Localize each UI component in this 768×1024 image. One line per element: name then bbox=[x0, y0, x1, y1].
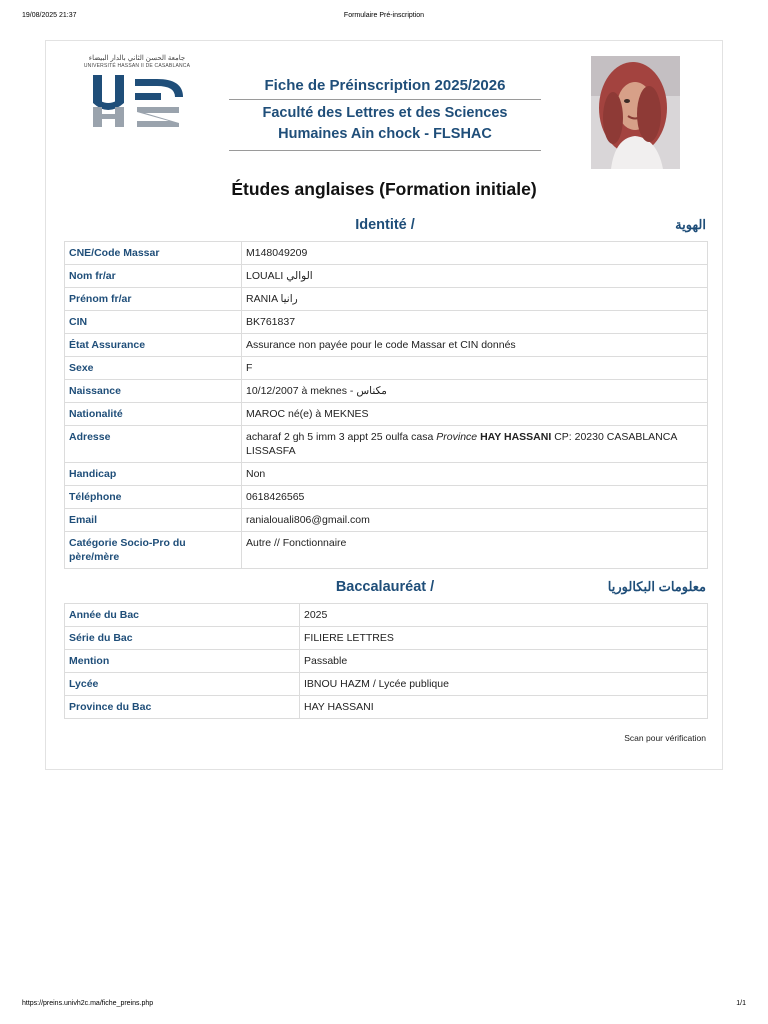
bac-section-header bbox=[64, 579, 706, 599]
row-label: Adresse bbox=[65, 426, 242, 463]
row-label: CNE/Code Massar bbox=[65, 242, 242, 265]
scan-verification-text: Scan pour vérification bbox=[624, 733, 706, 743]
table-row bbox=[65, 380, 708, 403]
table-row bbox=[65, 357, 708, 380]
table-row bbox=[65, 265, 708, 288]
faculty-line-2: Humaines Ain chock - FLSHAC bbox=[278, 126, 492, 142]
preinscription-sheet bbox=[45, 40, 723, 770]
assurance-value: Assurance non payée pour le code Massar et CIN donnés bbox=[242, 334, 708, 357]
table-row bbox=[65, 627, 708, 650]
table-row bbox=[65, 403, 708, 426]
prenom-value: RANIA رانيا bbox=[242, 288, 708, 311]
identity-section-header bbox=[64, 217, 706, 237]
nom-value: LOUALI الوالي bbox=[242, 265, 708, 288]
row-label: Lycée bbox=[65, 673, 300, 696]
print-title: Formulaire Pré-inscription bbox=[343, 12, 425, 19]
bac-title-fr: Baccalauréat / bbox=[335, 579, 435, 595]
table-row bbox=[65, 650, 708, 673]
bac-year-value: 2025 bbox=[300, 604, 708, 627]
university-logo-icon bbox=[87, 71, 187, 129]
identity-title-ar: الهوية bbox=[675, 217, 706, 232]
identity-title-fr: Identité / bbox=[355, 217, 415, 233]
form-title: Fiche de Préinscription 2025/2026 bbox=[229, 77, 541, 100]
university-logo bbox=[82, 55, 192, 137]
row-label: Année du Bac bbox=[65, 604, 300, 627]
print-footer bbox=[22, 1000, 746, 1010]
row-label: Handicap bbox=[65, 463, 242, 486]
table-row bbox=[65, 463, 708, 486]
telephone-value: 0618426565 bbox=[242, 486, 708, 509]
bac-title-ar: معلومات البكالوريا bbox=[607, 579, 706, 594]
cin-value: BK761837 bbox=[242, 311, 708, 334]
row-label: Téléphone bbox=[65, 486, 242, 509]
bac-lycee-value: IBNOU HAZM / Lycée publique bbox=[300, 673, 708, 696]
handicap-value: Non bbox=[242, 463, 708, 486]
table-row bbox=[65, 673, 708, 696]
row-label: État Assurance bbox=[65, 334, 242, 357]
sheet-header bbox=[229, 77, 541, 151]
email-value: ranialouali806@gmail.com bbox=[242, 509, 708, 532]
bac-table bbox=[64, 603, 708, 719]
faculty-name bbox=[229, 100, 541, 151]
row-label: Catégorie Socio-Pro du père/mère bbox=[65, 532, 242, 569]
table-row bbox=[65, 696, 708, 719]
row-label: Sexe bbox=[65, 357, 242, 380]
logo-arabic-text: جامعة الحسن الثاني بالدار البيضاء bbox=[88, 55, 186, 62]
faculty-line-1: Faculté des Lettres et des Sciences bbox=[262, 105, 508, 121]
adresse-street: acharaf 2 gh 5 imm 3 appt 25 oulfa casa bbox=[246, 431, 437, 443]
row-label: Nationalité bbox=[65, 403, 242, 426]
adresse-province: HAY HASSANI bbox=[480, 431, 552, 443]
row-label: Nom fr/ar bbox=[65, 265, 242, 288]
bac-mention-value: Passable bbox=[300, 650, 708, 673]
adresse-postal: CP: 20230 CASABLANCA LISSASFA bbox=[246, 431, 677, 457]
table-row bbox=[65, 288, 708, 311]
row-label: Email bbox=[65, 509, 242, 532]
identity-table bbox=[64, 241, 708, 569]
bac-province-value: HAY HASSANI bbox=[300, 696, 708, 719]
print-header bbox=[22, 12, 746, 22]
cne-value: M148049209 bbox=[242, 242, 708, 265]
print-timestamp: 19/08/2025 21:37 bbox=[22, 12, 77, 19]
table-row bbox=[65, 334, 708, 357]
row-label: Série du Bac bbox=[65, 627, 300, 650]
row-label: CIN bbox=[65, 311, 242, 334]
student-photo bbox=[591, 56, 680, 169]
categorie-value: Autre // Fonctionnaire bbox=[242, 532, 708, 569]
bac-serie-value: FILIERE LETTRES bbox=[300, 627, 708, 650]
naissance-value: 10/12/2007 à meknes - مكناس bbox=[242, 380, 708, 403]
adresse-value bbox=[242, 426, 708, 463]
logo-latin-text: UNIVERSITÉ HASSAN II DE CASABLANCA bbox=[83, 63, 191, 69]
print-url: https://preins.univh2c.ma/fiche_preins.php bbox=[22, 1000, 154, 1007]
table-row bbox=[65, 242, 708, 265]
table-row bbox=[65, 486, 708, 509]
sexe-value: F bbox=[242, 357, 708, 380]
row-label: Naissance bbox=[65, 380, 242, 403]
table-row bbox=[65, 426, 708, 463]
row-label: Mention bbox=[65, 650, 300, 673]
program-title: Études anglaises (Formation initiale) bbox=[231, 179, 537, 199]
table-row bbox=[65, 311, 708, 334]
row-label: Province du Bac bbox=[65, 696, 300, 719]
table-row bbox=[65, 509, 708, 532]
adresse-province-label: Province bbox=[436, 431, 478, 443]
table-row bbox=[65, 532, 708, 569]
nationalite-value: MAROC né(e) à MEKNES bbox=[242, 403, 708, 426]
row-label: Prénom fr/ar bbox=[65, 288, 242, 311]
print-page-number: 1/1 bbox=[736, 1000, 746, 1007]
table-row bbox=[65, 604, 708, 627]
